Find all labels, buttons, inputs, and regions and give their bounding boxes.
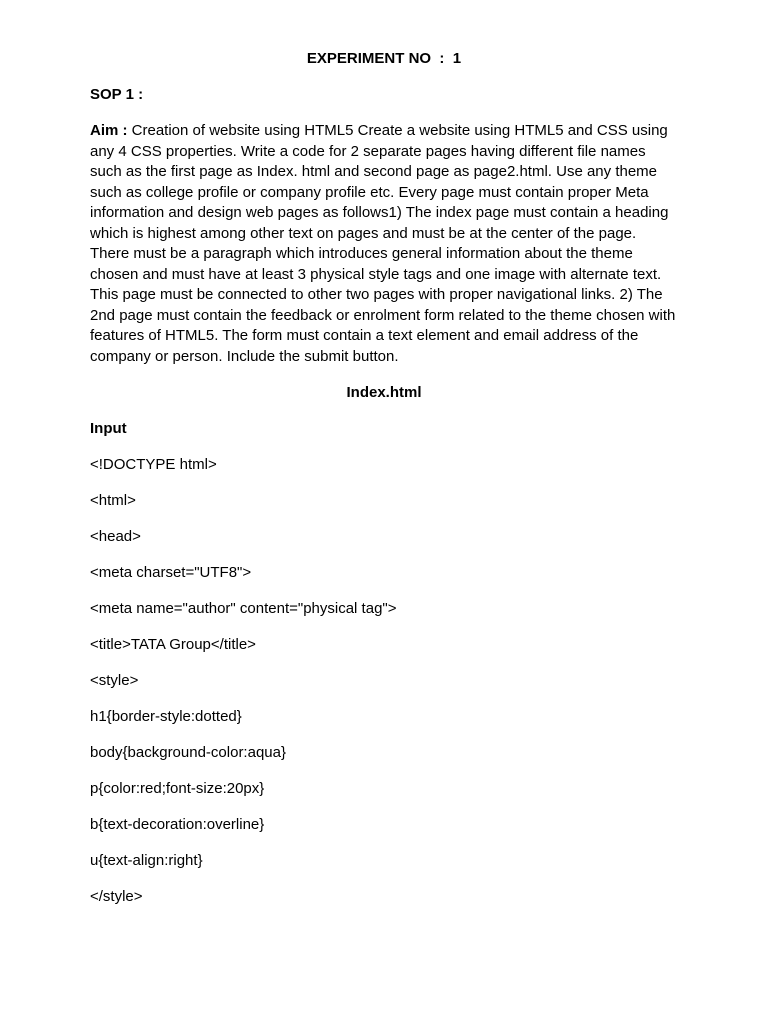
experiment-title: EXPERIMENT NO : 1: [306, 50, 462, 67]
input-heading: Input: [90, 420, 127, 437]
code-line: <style>: [90, 672, 139, 689]
code-line: <title>TATA Group</title>: [90, 636, 256, 653]
code-line: </style>: [90, 888, 143, 905]
aim-paragraph: [90, 121, 678, 367]
code-line: <head>: [90, 528, 141, 545]
code-line: <!DOCTYPE html>: [90, 456, 217, 473]
code-line: b{text-decoration:overline}: [90, 816, 265, 833]
sop-label: SOP 1 :: [90, 86, 144, 103]
aim-text: Creation of website using HTML5 Create a website using HTML5 and CSS using any 4 CSS properties. Write a code for 2 separate pages having different file names such as the first page as Index. html and second page as page2.html. Use any theme such as college profile or company profile etc. Every page must contain proper Meta information and design web pages as follows1) The index page must contain a heading which is highest among other text on pages and must be at the center of the page. There must be a paragraph which introduces general information about the theme chosen and must have at least 3 physical style tags and one image with alternate text. This page must be connected to other two pages with proper navigational links. 2) The 2nd page must contain the feedback or enrolment form related to the theme chosen with features of HTML5. The form must contain a text element and email address of the company or person. Include the submit button.: [90, 122, 676, 365]
aim-label: Aim :: [90, 122, 128, 139]
code-listing: [90, 456, 397, 924]
code-line: <html>: [90, 492, 136, 509]
file-heading: Index.html: [346, 384, 422, 401]
code-line: <meta name="author" content="physical tag">: [90, 600, 397, 617]
code-line: body{background-color:aqua}: [90, 744, 286, 761]
code-line: p{color:red;font-size:20px}: [90, 780, 265, 797]
code-line: <meta charset="UTF8">: [90, 564, 252, 581]
code-line: u{text-align:right}: [90, 852, 203, 869]
code-line: h1{border-style:dotted}: [90, 708, 242, 725]
